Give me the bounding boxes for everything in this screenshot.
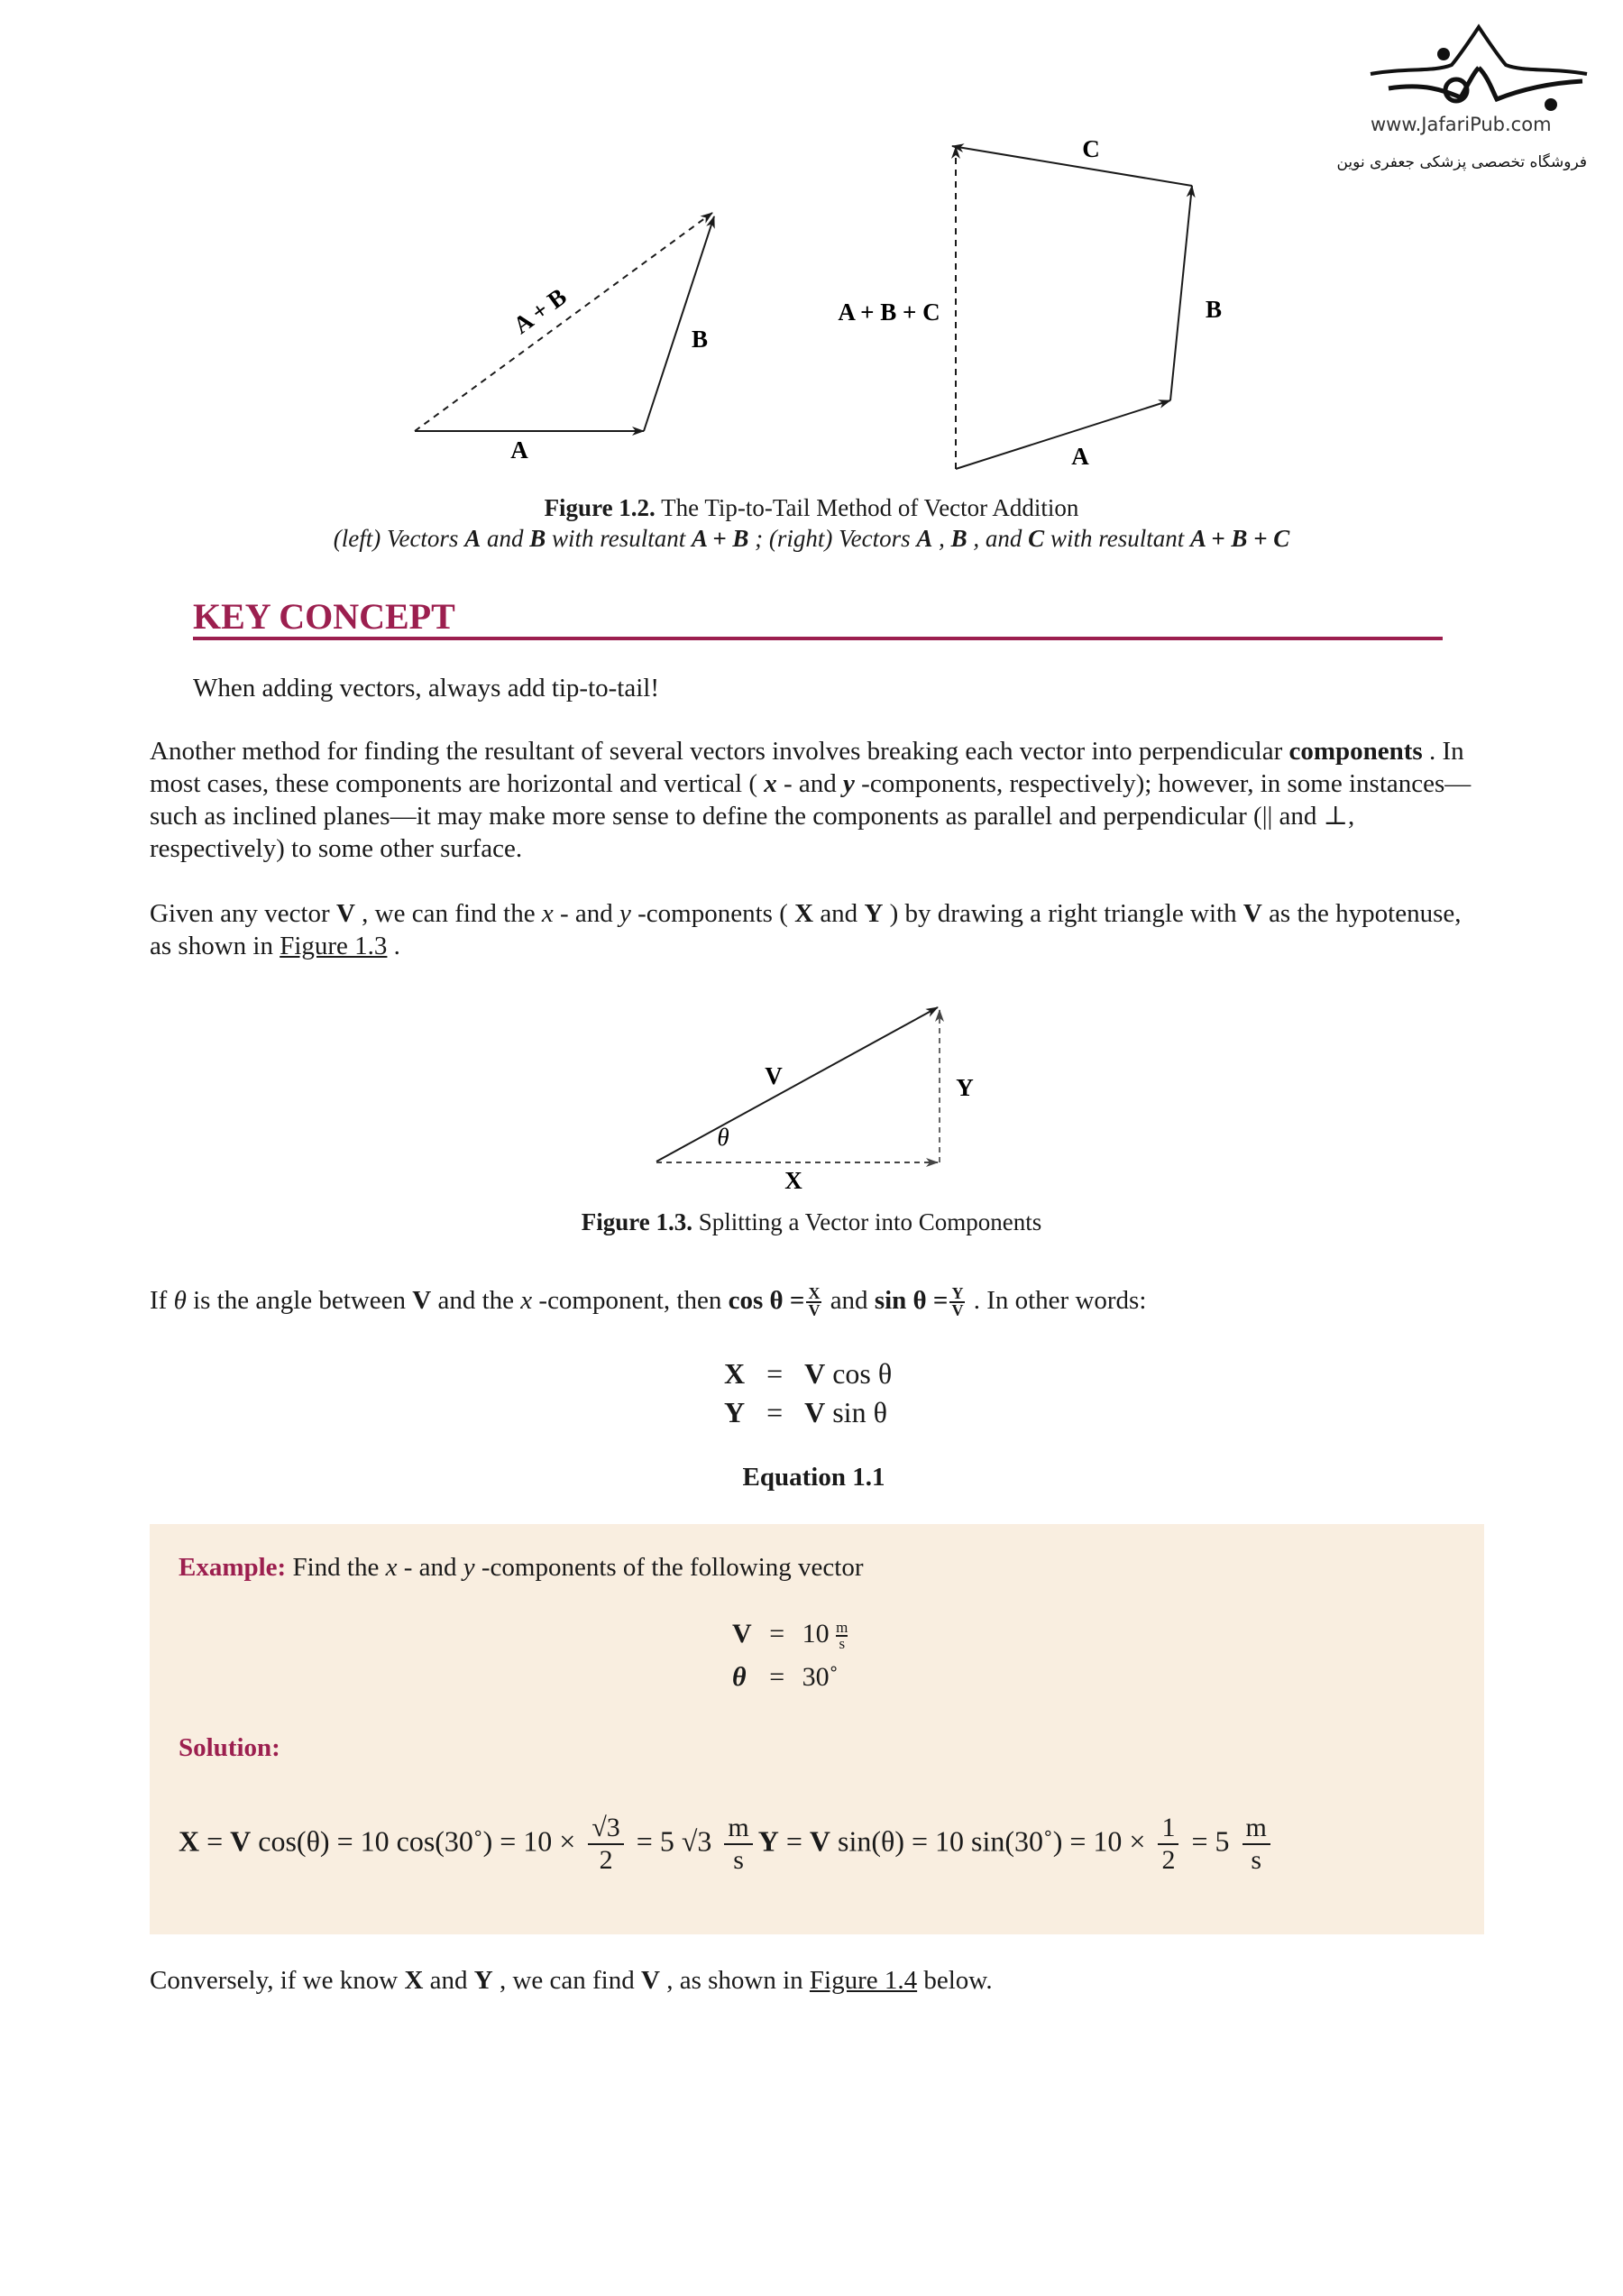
vector-symbol: V (809, 1824, 831, 1858)
equation-label: Equation 1.1 (742, 1463, 885, 1492)
text-run: sin θ (825, 1396, 887, 1428)
text-run: with resultant (546, 525, 692, 552)
text-run: Another method for finding the resultant of several vectors involves breaking each vector into perpendicular (150, 737, 1289, 766)
text-run: -components of the following vector (474, 1553, 864, 1582)
fraction-numerator: X (808, 1284, 821, 1303)
label-a-plus-b-plus-c: A + B + C (838, 298, 940, 326)
eq-sign: = (766, 1357, 784, 1390)
caption-label: Figure 1.3. (581, 1208, 692, 1235)
eq-lhs: X (724, 1357, 746, 1390)
label-theta: θ (717, 1124, 729, 1151)
right-vector-diagram (838, 135, 1222, 470)
eq-sign: = (769, 1619, 785, 1649)
example-given-values (732, 1619, 848, 1693)
given-rhs (802, 1619, 848, 1651)
unit-numerator: m (836, 1619, 848, 1637)
vector-symbol: B (950, 525, 967, 552)
vector-symbol: V (641, 1966, 660, 1995)
text-run: = (778, 1824, 810, 1858)
var-y: y (843, 769, 855, 798)
text-run: -component, then (532, 1286, 729, 1315)
publisher-tagline: فروشگاه تخصصی پزشکی جعفری نوین (1336, 153, 1587, 171)
text-run: and (423, 1966, 474, 1995)
text-run: -components, respectively); however, in some instances—such as inclined planes—it may make more sense to define the components as parallel and perpendicular (|| and ⊥, respectively) to some other surface. (150, 769, 1472, 863)
text-run: cos θ (825, 1357, 893, 1390)
var-y: y (619, 899, 631, 928)
eq-rhs (804, 1357, 892, 1391)
vector-symbol: Y (757, 1824, 779, 1858)
given-value: 10 (802, 1619, 830, 1649)
paragraph-trig-definitions (150, 1284, 1146, 1318)
key-concept-text: When adding vectors, always add tip-to-tail! (193, 674, 660, 703)
label-b-right: B (1205, 296, 1223, 323)
text-run: is the angle between (186, 1286, 413, 1315)
resultant-a-plus-b (415, 213, 712, 431)
paragraph-components (150, 735, 1484, 865)
vector-symbol: A + B + C (1189, 525, 1290, 552)
paragraph-conversely (150, 1964, 993, 1997)
text-run: If (150, 1286, 174, 1315)
vector-a-right (956, 400, 1170, 469)
fraction-sqrt3-over-2 (588, 1813, 623, 1876)
figure-1-3-link[interactable]: Figure 1.3 (280, 932, 388, 960)
label-a-right: A (1071, 443, 1089, 470)
fraction-denominator: 2 (599, 1845, 613, 1875)
figure-1-2-caption (0, 492, 1623, 523)
text-run: as the hypotenuse, as shown in (150, 899, 1462, 960)
fraction-denominator: V (951, 1301, 964, 1320)
figure-1-4-link[interactable]: Figure 1.4 (809, 1966, 918, 1995)
text-run: with resultant (1044, 525, 1190, 552)
text-run: ) by drawing a right triangle with (883, 899, 1243, 928)
vector-symbol: V (230, 1824, 252, 1858)
fraction-numerator: Y (951, 1284, 964, 1303)
var-theta: θ (173, 1286, 187, 1315)
vector-symbol: A (464, 525, 481, 552)
text-run: = 5 (1184, 1824, 1237, 1858)
key-concept-divider (193, 637, 1443, 640)
given-value: 30˚ (802, 1662, 839, 1693)
vector-symbol: Y (864, 899, 884, 928)
text-run: Given any vector (150, 899, 336, 928)
vector-symbol: V (804, 1357, 826, 1390)
label-y: Y (956, 1074, 974, 1101)
unit-fraction (836, 1621, 848, 1651)
unit-fraction (1242, 1813, 1270, 1876)
label-b-left: B (691, 326, 709, 353)
vector-symbol: C (1028, 525, 1045, 552)
text-run: , as shown in (659, 1966, 810, 1995)
fraction-denominator: 2 (1161, 1845, 1176, 1875)
text-run: . (387, 932, 400, 960)
label-v: V (765, 1062, 783, 1089)
fraction-numerator: 1 (1158, 1813, 1178, 1845)
vector-symbol: A + B (692, 525, 749, 552)
unit-numerator: m (724, 1813, 752, 1845)
label-c-right: C (1082, 135, 1100, 162)
text-run: and (813, 899, 865, 928)
unit-fraction (724, 1813, 752, 1876)
vector-symbol: X (179, 1824, 200, 1858)
given-lhs: V (732, 1619, 752, 1649)
text-run: sin(θ) = 10 sin(30˚) = 10 × (830, 1824, 1153, 1858)
text-run: below. (917, 1966, 993, 1995)
label-x: X (784, 1167, 802, 1194)
vector-symbol: V (1242, 899, 1262, 928)
text-run: , and (967, 525, 1029, 552)
unit-denominator: s (1251, 1845, 1262, 1875)
unit-denominator: s (733, 1845, 744, 1875)
caption-title: The Tip-to-Tail Method of Vector Addition (661, 494, 1079, 521)
fraction-denominator: V (808, 1301, 821, 1320)
caption-label: Figure 1.2. (544, 494, 656, 521)
text-run: - and (397, 1553, 463, 1582)
text-run: . In most cases, these components are horizontal and vertical ( (150, 737, 1464, 798)
text-run: and (481, 525, 530, 552)
fraction-1-over-2 (1158, 1813, 1178, 1876)
vector-v (656, 1007, 938, 1162)
text-run: ; (right) Vectors (748, 525, 917, 552)
vector-symbol: V (335, 899, 355, 928)
fraction-numerator: √3 (588, 1813, 623, 1845)
unit-numerator: m (1242, 1813, 1270, 1845)
text-run: cos(θ) = 10 cos(30˚) = 10 × (251, 1824, 583, 1858)
vector-c-right (952, 146, 1192, 186)
label-a-plus-b: A + B (508, 282, 572, 339)
text-run: , we can find the (354, 899, 542, 928)
vector-symbol: X (404, 1966, 424, 1995)
key-concept-title: KEY CONCEPT (193, 596, 455, 637)
figure-1-2-diagram (0, 0, 1623, 487)
figure-1-3-diagram (0, 983, 1623, 1199)
eq-rhs (804, 1396, 892, 1429)
text-run: (left) Vectors (333, 525, 465, 552)
caption-title: Splitting a Vector into Components (698, 1208, 1042, 1235)
equation-1-1 (724, 1357, 892, 1429)
var-x: x (764, 769, 777, 798)
text-run: Conversely, if we know (150, 1966, 405, 1995)
math-cos: cos θ = (728, 1286, 805, 1315)
text-run: - and (553, 899, 620, 928)
solution-label: Solution: (179, 1733, 280, 1762)
text-run: - and (776, 769, 844, 798)
eq-sign: = (766, 1396, 784, 1428)
text-run: = 5 √3 (628, 1824, 720, 1858)
fraction-y-over-v (949, 1286, 965, 1318)
vector-symbol: B (529, 525, 546, 552)
vector-symbol: Y (473, 1966, 493, 1995)
var-x: x (541, 899, 554, 928)
vector-symbol: A (916, 525, 933, 552)
label-a-left: A (510, 436, 528, 464)
example-label: Example: (179, 1553, 287, 1582)
example-prompt (179, 1551, 864, 1584)
solution-equation (179, 1813, 1276, 1876)
publisher-url[interactable]: www.JafariPub.com (1371, 114, 1552, 135)
vector-b-right (1170, 186, 1192, 400)
text-run: , we can find (492, 1966, 641, 1995)
text-run: and (823, 1286, 875, 1315)
unit-denominator: s (839, 1635, 846, 1653)
text-run: Find the (286, 1553, 386, 1582)
figure-1-2-subcaption (0, 523, 1623, 554)
term-components: components (1288, 737, 1423, 766)
var-x: x (385, 1553, 398, 1582)
fraction-x-over-v (806, 1286, 821, 1318)
vector-b-left (644, 216, 714, 431)
eq-sign: = (769, 1662, 785, 1693)
given-lhs: θ (732, 1662, 747, 1693)
var-x: x (520, 1286, 533, 1315)
left-vector-diagram (415, 213, 714, 464)
text-run: -components ( (630, 899, 795, 928)
vector-symbol: X (794, 899, 814, 928)
text-run: and the (431, 1286, 521, 1315)
figure-1-3-caption (0, 1208, 1623, 1236)
text-run: = (199, 1824, 231, 1858)
eq-lhs: Y (724, 1396, 746, 1428)
var-y: y (463, 1553, 475, 1582)
math-sin: sin θ = (874, 1286, 949, 1315)
text-run: . In other words: (967, 1286, 1147, 1315)
vector-symbol: V (412, 1286, 432, 1315)
paragraph-right-triangle (150, 897, 1484, 962)
vector-symbol: V (804, 1396, 826, 1428)
text-run: , (932, 525, 951, 552)
